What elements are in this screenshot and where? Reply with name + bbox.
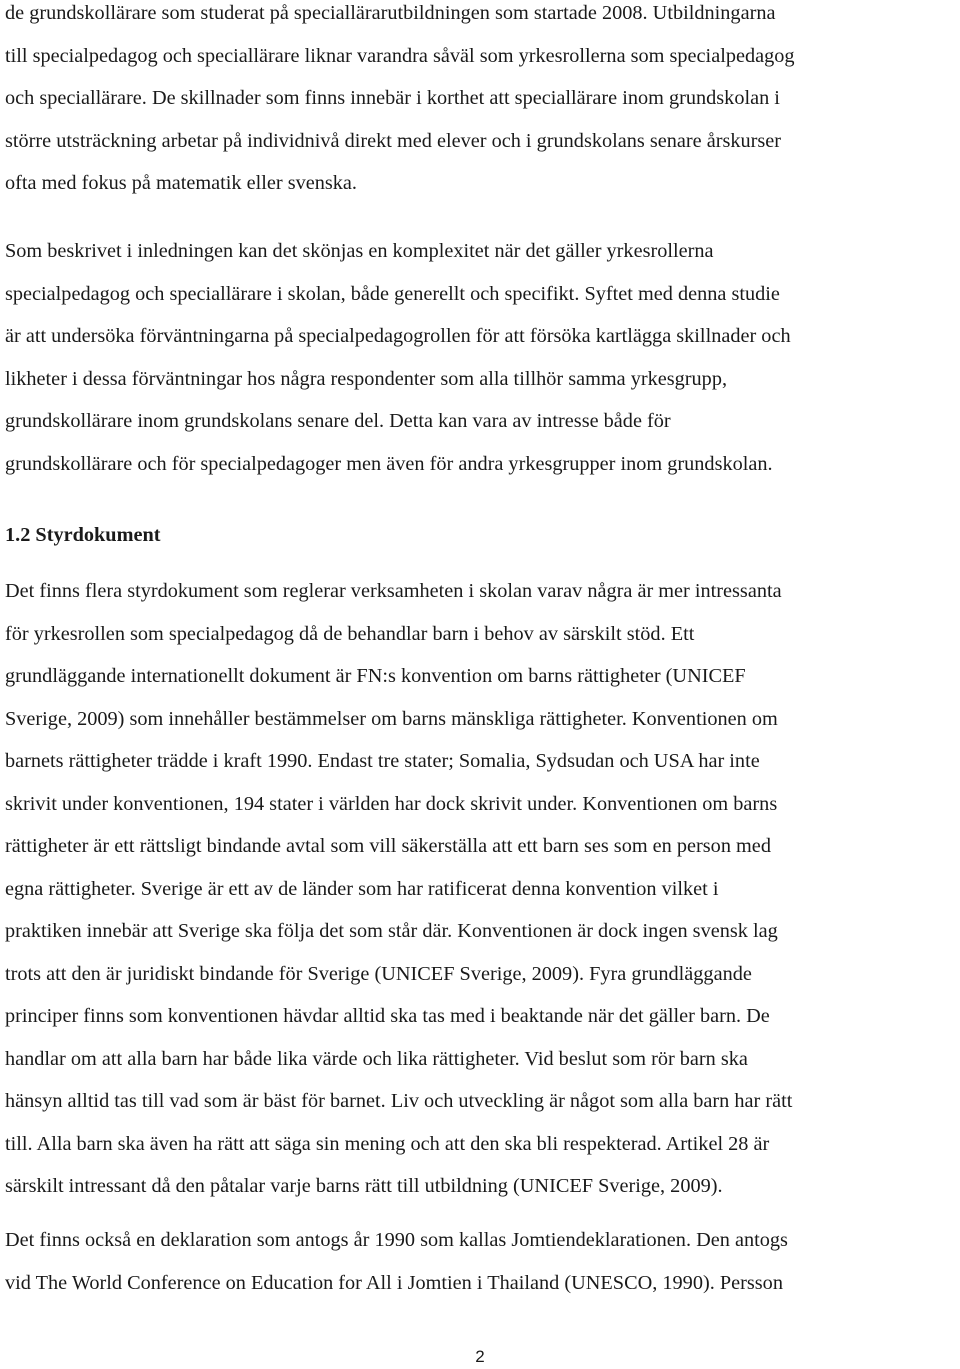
text-line: större utsträckning arbetar på individnivå direkt med elever och i grundskolans senare årskurser (5, 129, 782, 152)
section-heading: 1.2 Styrdokument (5, 524, 161, 546)
text-line: specialpedagog och speciallärare i skolan, både generellt och specifikt. Syftet med denna studie (5, 282, 780, 305)
text-line: Sverige, 2009) som innehåller bestämmelser om barns mänskliga rättigheter. Konventionen om (5, 707, 778, 730)
text-line: grundskollärare och för specialpedagoger men även för andra yrkesgrupper inom grundskolan. (5, 452, 773, 475)
text-line: handlar om att alla barn har både lika värde och lika rättigheter. Vid beslut som rör barn ska (5, 1047, 748, 1070)
text-line: för yrkesrollen som specialpedagog då de behandlar barn i behov av särskilt stöd. Ett (5, 622, 695, 645)
text-line: egna rättigheter. Sverige är ett av de länder som har ratificerat denna konvention vilket i (5, 877, 719, 900)
text-line: grundskollärare inom grundskolans senare del. Detta kan vara av intresse både för (5, 410, 671, 432)
text-line: likheter i dessa förväntningar hos några respondenter som alla tillhör samma yrkesgrupp, (5, 367, 728, 390)
text-line: grundläggande internationellt dokument är FN:s konvention om barns rättigheter (UNICEF (5, 665, 746, 687)
text-line: Som beskrivet i inledningen kan det skönjas en komplexitet när det gäller yrkesrollerna (5, 240, 714, 262)
text-line: rättigheter är ett rättsligt bindande avtal som vill säkerställa att ett barn ses som en person med (5, 835, 771, 857)
text-line: är att undersöka förväntningarna på specialpedagogrollen för att försöka kartlägga skillnader och (5, 325, 791, 347)
text-line: trots att den är juridiskt bindande för Sverige (UNICEF Sverige, 2009). Fyra grundläggande (5, 962, 752, 985)
paragraph-steering-documents (5, 570, 957, 1208)
paragraph-jomtien (5, 1219, 957, 1304)
text-line: och speciallärare. De skillnader som finns innebär i korthet att speciallärare inom grundskolan i (5, 87, 780, 109)
text-line: de grundskollärare som studerat på speciallärarutbildningen som startade 2008. Utbildningarna (5, 2, 776, 24)
text-line: praktiken innebär att Sverige ska följa det som står där. Konventionen är dock ingen svensk lag (5, 920, 778, 942)
text-line: till. Alla barn ska även ha rätt att säga sin mening och att den ska bli respekterad. Artikel 28 är (5, 1132, 770, 1155)
text-line: skrivit under konventionen, 194 stater i världen har dock skrivit under. Konventionen om barns (5, 792, 778, 815)
text-line: särskilt intressant då den påtalar varje barns rätt till utbildning (UNICEF Sverige, 2009). (5, 1175, 723, 1197)
page-number: 2 (475, 1347, 485, 1366)
text-line: vid The World Conference on Education for All i Jomtien i Thailand (UNESCO, 1990). Persson (5, 1271, 783, 1294)
paragraph-purpose (5, 230, 957, 485)
text-line: hänsyn alltid tas till vad som är bäst för barnet. Liv och utveckling är något som alla barn har rätt (5, 1090, 793, 1112)
text-line: Det finns flera styrdokument som reglerar verksamheten i skolan varav några är mer intressanta (5, 580, 782, 602)
text-line: Det finns också en deklaration som antogs år 1990 som kallas Jomtiendeklarationen. Den antogs (5, 1229, 788, 1251)
text-line: ofta med fokus på matematik eller svenska. (5, 172, 357, 194)
text-line: barnets rättigheter trädde i kraft 1990. Endast tre stater; Somalia, Sydsudan och USA har inte (5, 750, 760, 772)
text-line: principer finns som konventionen hävdar alltid ska tas med i beaktande när det gäller barn. De (5, 1005, 770, 1027)
paragraph-intro-continuation (5, 0, 957, 205)
text-line: till specialpedagog och speciallärare liknar varandra såväl som yrkesrollerna som specialpedagog (5, 44, 795, 67)
